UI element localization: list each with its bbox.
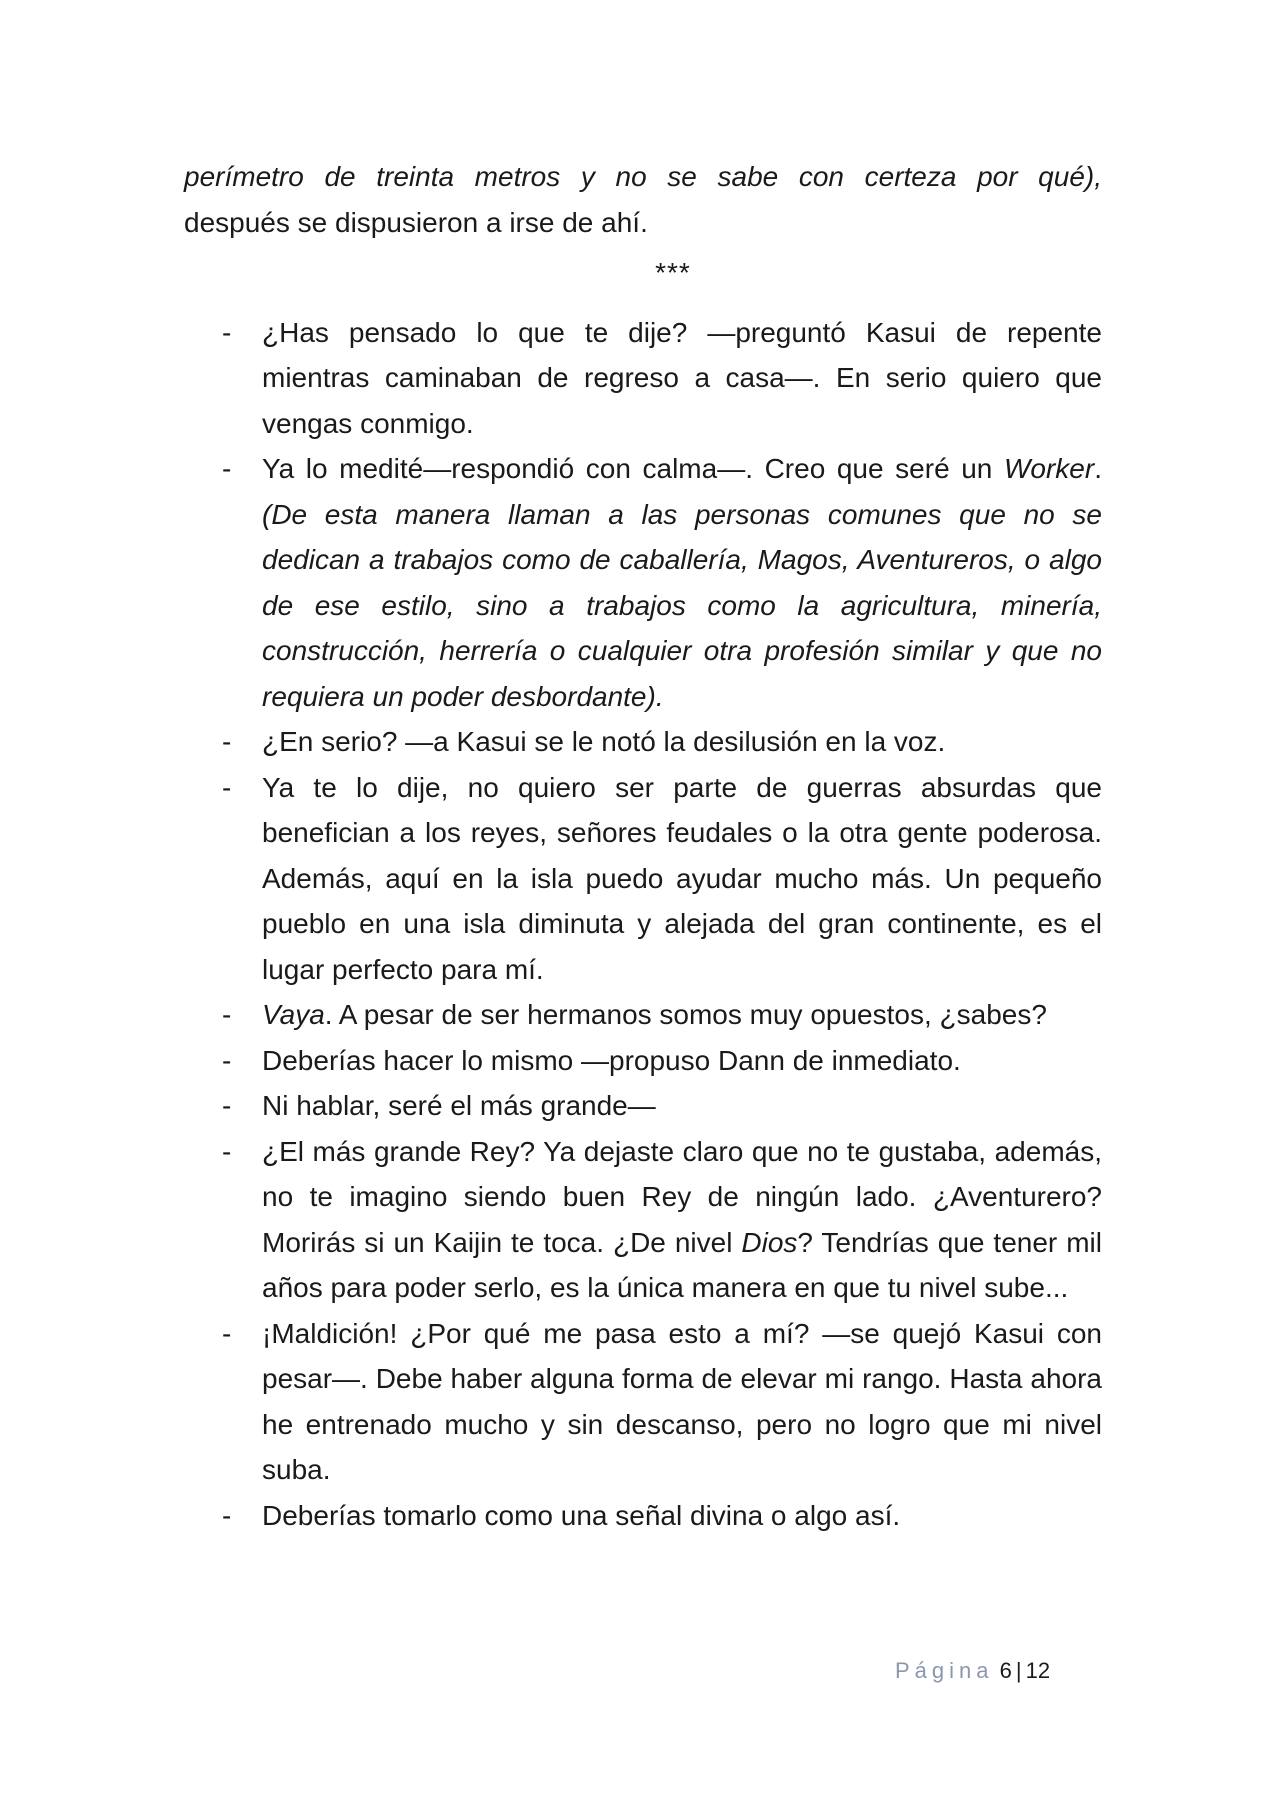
total-page-number: 12 (1025, 1658, 1051, 1683)
dialogue-text: ¡Maldición! ¿Por qué me pasa esto a mí? —se quejó Kasui con pesar—. Debe haber alguna forma de elevar mi rango. Hasta ahora he entrenado mucho y sin descanso, pero no logro que mi nivel suba. (262, 1317, 1102, 1485)
dialogue-line (184, 1038, 1102, 1084)
dialogue-line (184, 719, 1102, 765)
dialogue-dash: - (222, 1044, 232, 1076)
intro-italic-text: perímetro de treinta metros y no se sabe con certeza por qué), (184, 161, 1102, 192)
page-label: Página (895, 1658, 994, 1683)
dialogue-text: Deberías hacer lo mismo —propuso Dann de inmediato. (262, 1044, 961, 1076)
dialogue-dash: - (222, 1090, 232, 1121)
dialogue-dash: - (222, 316, 232, 348)
intro-line-2: después se dispusieron a irse de ahí. (184, 206, 648, 238)
page-footer (895, 1656, 1050, 1686)
dialogue-dash: - (222, 453, 232, 484)
dialogue-dash: - (222, 1135, 232, 1167)
dialogue-text: . (1094, 453, 1102, 484)
dialogue-text: ¿Has pensado lo que te dije? —preguntó Kasui de repente mientras caminaban de regreso a casa—. En serio quiero que vengas conmigo. (262, 316, 1102, 439)
dialogue-text: ? Tendrías que tener mil años para poder serlo, es la única manera en que tu nivel sube... (262, 1226, 1102, 1303)
dialogue-dash: - (222, 726, 232, 757)
dialogue-line (184, 446, 1102, 719)
dialogue-line (184, 310, 1102, 447)
dialogue-line (184, 1129, 1102, 1311)
dialogue-text: ¿El más grande Rey? Ya dejaste claro que no te gustaba, además, no te imagino siendo buen Rey de ningún lado. ¿Aventurero? Morirás si un Kaijin te toca. ¿De nivel (262, 1135, 1102, 1258)
dialogue-italic-aside: (De esta manera llaman a las personas comunes que no se dedican a trabajos como de caballería, Magos, Aventureros, o algo de ese estilo, sino a trabajos como la agricultura, minería, construcción, herrería o cualquier otra profesión similar y que no requiera un poder desbordante). (262, 498, 1102, 712)
intro-line-1 (184, 154, 1102, 200)
dialogue-dash: - (222, 1499, 232, 1531)
dialogue-line (184, 1493, 1102, 1539)
dialogue-text: ¿En serio? —a Kasui se le notó la desilusión en la voz. (262, 726, 946, 757)
dialogue-dash: - (222, 771, 232, 803)
dialogue-italic-term: Dios (741, 1226, 798, 1258)
dialogue-line (184, 1311, 1102, 1493)
dialogue-text: Ya lo medité—respondió con calma—. Creo que seré un (262, 453, 1004, 484)
dialogue-dash: - (222, 1317, 232, 1349)
scene-separator: *** (655, 257, 691, 288)
dialogue-italic-term: Worker (1003, 453, 1095, 484)
current-page-number: 6 (999, 1658, 1012, 1683)
dialogue-dash: - (222, 999, 232, 1030)
dialogue-text: . A pesar de ser hermanos somos muy opuestos, ¿sabes? (324, 999, 1047, 1030)
dialogue-text: Ni hablar, seré el más grande— (262, 1090, 656, 1121)
dialogue-text: Deberías tomarlo como una señal divina o algo así. (262, 1499, 901, 1531)
page-content (184, 154, 1102, 1538)
dialogue-text: Ya te lo dije, no quiero ser parte de guerras absurdas que benefician a los reyes, señores feudales o la otra gente poderosa. Además, aquí en la isla puedo ayudar mucho más. Un pequeño pueblo en una isla diminuta y alejada del gran continente, es el lugar perfecto para mí. (262, 771, 1102, 985)
dialogue-line (184, 992, 1102, 1038)
dialogue-list (184, 310, 1102, 1539)
dialogue-italic-term: Vaya (262, 999, 325, 1030)
page-number-separator: | (1015, 1658, 1022, 1683)
dialogue-line (184, 1083, 1102, 1129)
dialogue-line (184, 765, 1102, 993)
